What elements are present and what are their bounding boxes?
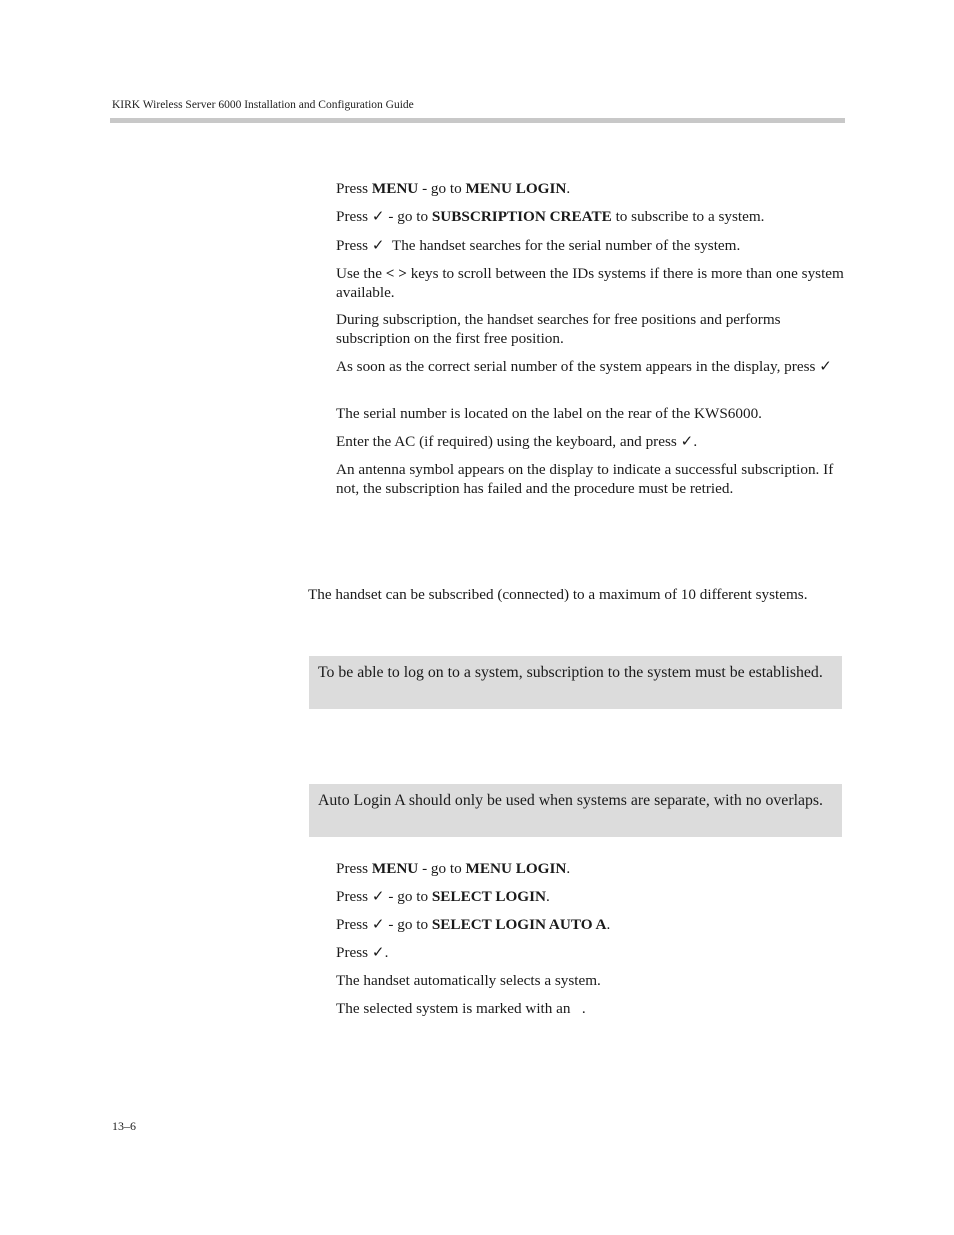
step-item: Use the < > keys to scroll between the IDs systems if there is more than one system available.	[336, 265, 844, 301]
note-box: Auto Login A should only be used when systems are separate, with no overlaps.	[309, 784, 842, 837]
step-item: Press MENU - go to MENU LOGIN.	[336, 860, 571, 877]
checkmark-icon: ✓	[371, 237, 385, 254]
header-title: KIRK Wireless Server 6000 Installation and Configuration Guide	[112, 99, 414, 111]
checkmark-icon: ✓	[371, 888, 385, 905]
body-paragraph: The handset can be subscribed (connected) to a maximum of 10 different systems.	[308, 586, 808, 603]
step-item: An antenna symbol appears on the display to indicate a successful subscription. If not, the subscription has failed and the procedure must be retried.	[336, 461, 834, 497]
step-item: The selected system is marked with an .	[336, 1000, 586, 1017]
step-item: The serial number is located on the label on the rear of the KWS6000.	[336, 405, 762, 422]
header-rule	[110, 118, 845, 123]
note-box: To be able to log on to a system, subscription to the system must be established.	[309, 656, 842, 709]
step-item: Press ✓.	[336, 944, 389, 961]
step-item: As soon as the correct serial number of the system appears in the display, press ✓	[336, 358, 832, 375]
page-number: 13–6	[112, 1119, 136, 1133]
checkmark-icon: ✓	[371, 916, 385, 933]
step-item: The handset automatically selects a system.	[336, 972, 601, 989]
step-item: Press ✓ - go to SUBSCRIPTION CREATE to subscribe to a system.	[336, 208, 765, 225]
step-item: Press ✓ - go to SELECT LOGIN.	[336, 888, 550, 905]
step-item: During subscription, the handset searches for free positions and performs subscription on the first free position.	[336, 311, 781, 347]
checkmark-icon: ✓	[371, 208, 385, 225]
checkmark-icon: ✓	[371, 944, 385, 961]
checkmark-icon: ✓	[819, 358, 832, 375]
checkmark-icon: ✓	[680, 433, 694, 450]
step-item: Press MENU - go to MENU LOGIN.	[336, 180, 571, 197]
step-item: Press ✓ - go to SELECT LOGIN AUTO A.	[336, 916, 611, 933]
step-item: Press ✓ The handset searches for the serial number of the system.	[336, 237, 741, 254]
step-item: Enter the AC (if required) using the keyboard, and press ✓.	[336, 433, 698, 450]
